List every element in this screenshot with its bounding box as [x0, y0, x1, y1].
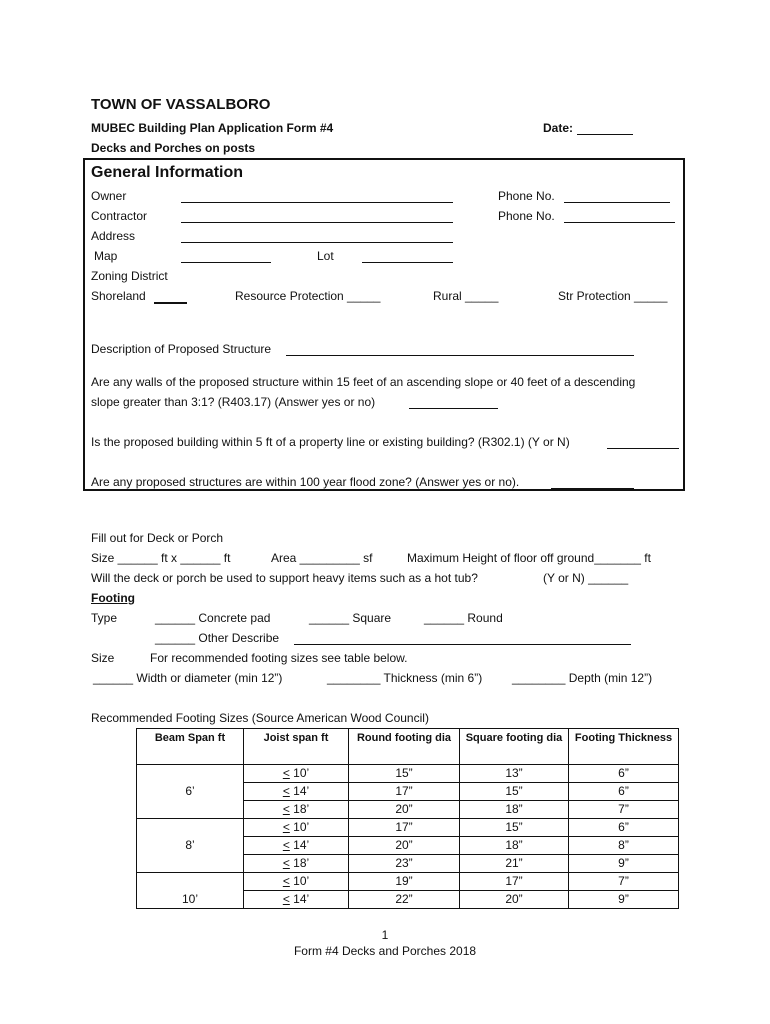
joist-value: 18’ [289, 856, 310, 870]
footing-round[interactable]: ______ Round [424, 611, 503, 625]
footing-width[interactable]: ______ Width or diameter (min 12”) [93, 671, 283, 685]
joist-value: 18’ [289, 802, 310, 816]
lte-symbol: < [282, 820, 290, 834]
thickness-cell: 9” [569, 855, 679, 873]
joist-value: 10’ [289, 766, 310, 780]
shoreland-label: Shoreland [91, 289, 146, 303]
lte-symbol: < [282, 802, 290, 816]
thickness-cell: 9” [569, 891, 679, 909]
round-cell: 22” [349, 891, 460, 909]
footing-size-note: For recommended footing sizes see table below. [150, 651, 408, 665]
thickness-cell: 6” [569, 783, 679, 801]
joist-cell [244, 765, 349, 783]
joist-cell [244, 873, 349, 891]
zoning-label: Zoning District [91, 269, 168, 283]
header-beam-span: Beam Span ft [137, 729, 244, 765]
owner-field[interactable] [181, 202, 453, 203]
question-slope-line2: slope greater than 3:1? (R403.17) (Answer yes or no) [91, 395, 376, 409]
joist-cell [244, 783, 349, 801]
joist-cell [244, 819, 349, 837]
general-information-title: General Information [91, 164, 244, 181]
deck-area[interactable]: Area _________ sf [271, 551, 373, 565]
table-caption: Recommended Footing Sizes (Source American Wood Council) [91, 711, 429, 725]
hot-tub-answer[interactable]: (Y or N) ______ [543, 571, 629, 585]
joist-value: 14’ [289, 784, 310, 798]
phone-label-2: Phone No. [498, 209, 555, 223]
address-label: Address [91, 229, 136, 243]
table-row [137, 819, 679, 837]
joist-cell [244, 891, 349, 909]
thickness-cell: 7” [569, 801, 679, 819]
round-cell: 15” [349, 765, 460, 783]
lte-symbol: < [282, 784, 290, 798]
contractor-label: Contractor [91, 209, 148, 223]
joist-cell [244, 855, 349, 873]
square-cell: 18” [460, 801, 569, 819]
joist-value: 14’ [289, 838, 310, 852]
deck-intro: Fill out for Deck or Porch [91, 531, 224, 545]
table-row [137, 873, 679, 891]
shoreland-field[interactable] [154, 302, 187, 304]
square-cell: 15” [460, 783, 569, 801]
joist-value: 10’ [289, 820, 310, 834]
question-slope-line1: Are any walls of the proposed structure within 15 feet of an ascending slope or 40 feet of a descending [91, 375, 636, 389]
str-protection-label[interactable]: Str Protection _____ [558, 289, 668, 303]
phone-field-1[interactable] [564, 202, 670, 203]
question-property-line: Is the proposed building within 5 ft of a property line or existing building? (R302.1) (Y or N) [91, 435, 570, 449]
page-number: 1 [381, 928, 389, 942]
lot-field[interactable] [362, 262, 453, 263]
lte-symbol: < [282, 838, 290, 852]
question-flood-zone: Are any proposed structures are within 100 year flood zone? (Answer yes or no). [91, 475, 520, 489]
square-cell: 15” [460, 819, 569, 837]
date-label: Date: [543, 121, 574, 135]
form-title: MUBEC Building Plan Application Form #4 [91, 121, 334, 135]
phone-label-1: Phone No. [498, 189, 555, 203]
footing-depth[interactable]: ________ Depth (min 12”) [512, 671, 653, 685]
round-cell: 23” [349, 855, 460, 873]
lte-symbol: < [282, 766, 290, 780]
phone-field-2[interactable] [564, 222, 675, 223]
date-field[interactable] [577, 134, 633, 135]
lte-symbol: < [282, 856, 290, 870]
footing-thickness[interactable]: ________ Thickness (min 6”) [327, 671, 483, 685]
joist-cell [244, 837, 349, 855]
resource-protection-label[interactable]: Resource Protection _____ [235, 289, 381, 303]
joist-value: 14’ [289, 892, 310, 906]
map-label: Map [94, 249, 118, 263]
footing-square[interactable]: ______ Square [309, 611, 392, 625]
thickness-cell: 8” [569, 837, 679, 855]
header-footing-thickness: Footing Thickness [569, 729, 679, 765]
deck-max-height[interactable]: Maximum Height of floor off ground_______ ft [407, 551, 651, 565]
beam-span-cell: 8’ [137, 819, 244, 873]
header-joist-span: Joist span ft [244, 729, 349, 765]
footing-size-label: Size [91, 651, 115, 665]
header-round-footing: Round footing dia [349, 729, 460, 765]
property-line-answer-field[interactable] [607, 448, 679, 449]
footing-type-label: Type [91, 611, 118, 625]
square-cell: 18” [460, 837, 569, 855]
flood-zone-answer-field[interactable] [551, 488, 634, 489]
address-field[interactable] [181, 242, 453, 243]
description-field[interactable] [286, 355, 634, 356]
thickness-cell: 6” [569, 765, 679, 783]
beam-span-cell: 6’ [137, 765, 244, 819]
map-field[interactable] [181, 262, 271, 263]
square-cell: 17” [460, 873, 569, 891]
joist-value: 10’ [289, 874, 310, 888]
owner-label: Owner [91, 189, 127, 203]
round-cell: 20” [349, 801, 460, 819]
lte-symbol: < [282, 874, 290, 888]
footing-heading: Footing [91, 591, 135, 605]
deck-size[interactable]: Size ______ ft x ______ ft [91, 551, 231, 565]
footing-concrete-pad[interactable]: ______ Concrete pad [155, 611, 271, 625]
square-cell: 21” [460, 855, 569, 873]
round-cell: 17” [349, 819, 460, 837]
form-subtitle: Decks and Porches on posts [91, 141, 256, 155]
footer-form-label: Form #4 Decks and Porches 2018 [293, 944, 477, 958]
header-square-footing: Square footing dia [460, 729, 569, 765]
lot-label: Lot [317, 249, 334, 263]
lte-symbol: < [282, 892, 290, 906]
table-row [137, 765, 679, 783]
thickness-cell: 7” [569, 873, 679, 891]
round-cell: 20” [349, 837, 460, 855]
footing-other[interactable]: ______ Other Describe [155, 631, 280, 645]
footing-describe-field[interactable] [294, 644, 631, 645]
description-label: Description of Proposed Structure [91, 342, 272, 356]
town-title: TOWN OF VASSALBORO [91, 96, 271, 113]
beam-span-cell: 10’ [137, 873, 244, 909]
square-cell: 13” [460, 765, 569, 783]
round-cell: 19” [349, 873, 460, 891]
rural-label[interactable]: Rural _____ [433, 289, 499, 303]
footing-size-table [136, 728, 679, 909]
square-cell: 20” [460, 891, 569, 909]
contractor-field[interactable] [181, 222, 453, 223]
hot-tub-question: Will the deck or porch be used to support heavy items such as a hot tub? [91, 571, 478, 585]
thickness-cell: 6” [569, 819, 679, 837]
joist-cell [244, 801, 349, 819]
slope-answer-field[interactable] [409, 408, 498, 409]
round-cell: 17” [349, 783, 460, 801]
